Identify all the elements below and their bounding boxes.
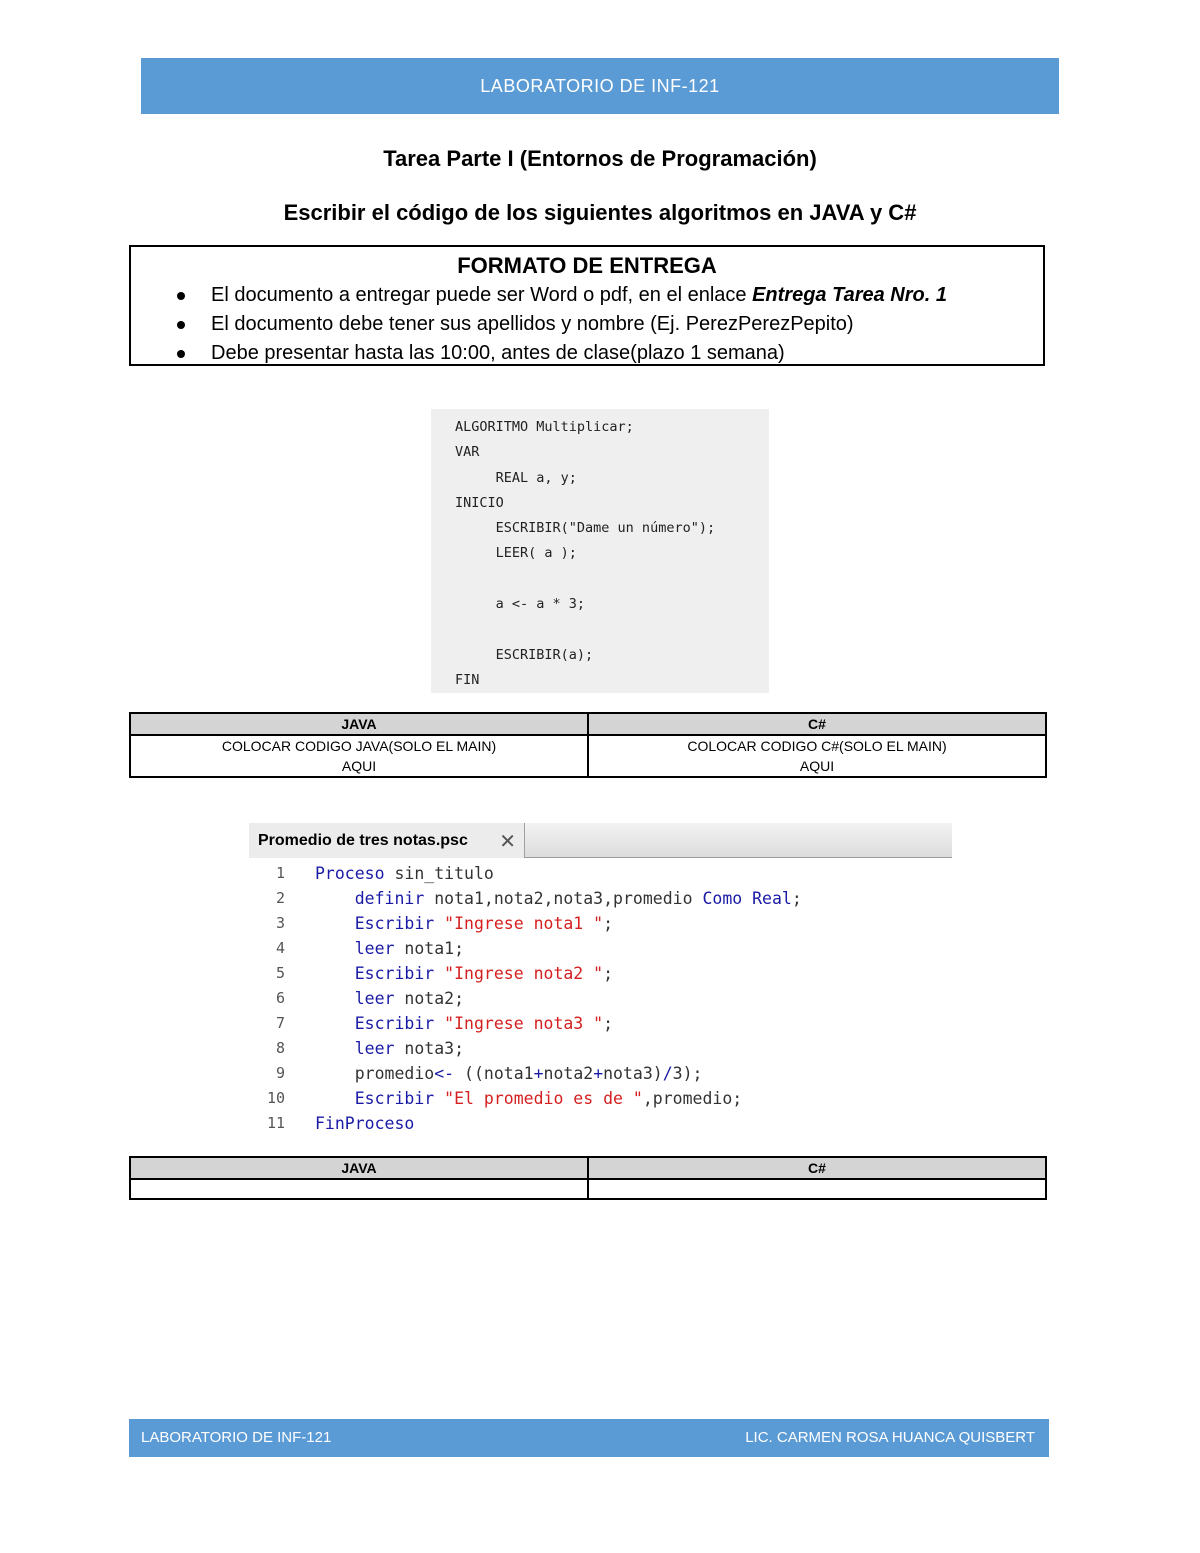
answer-table-1 (129, 712, 1047, 778)
answer-table-2-row (130, 1179, 1046, 1199)
algorithm-multiplicar-code: ALGORITMO Multiplicar; VAR REAL a, y; INICIO ESCRIBIR("Dame un número"); LEER( a ); a <- a * 3; ESCRIBIR(a); FIN (455, 419, 716, 688)
java-answer-line1: COLOCAR CODIGO JAVA(SOLO EL MAIN) (221, 738, 497, 754)
code-token: nota3) (603, 1064, 663, 1083)
code-text (315, 886, 802, 911)
delivery-format-list (131, 281, 1043, 368)
answer-table-2 (129, 1156, 1047, 1200)
line-number: 5 (275, 964, 285, 982)
footer-course: LABORATORIO DE INF-121 (141, 1429, 332, 1446)
code-keyword: Escribir (354, 964, 435, 983)
format-item-2 (131, 310, 1043, 339)
code-keyword: Escribir (354, 1014, 435, 1033)
line-number: 11 (266, 1114, 285, 1132)
line-number: 10 (266, 1089, 285, 1107)
format-item-3 (131, 339, 1043, 368)
code-text (315, 986, 464, 1011)
code-line (249, 861, 952, 886)
code-token: ,promedio; (642, 1089, 743, 1108)
code-keyword: leer (354, 939, 395, 958)
code-token (315, 964, 355, 983)
code-text (315, 1011, 613, 1036)
code-token: nota1,nota2,nota3,promedio (424, 889, 703, 908)
code-keyword: <- (434, 1064, 455, 1083)
line-number: 8 (275, 1039, 285, 1057)
code-token (315, 989, 355, 1008)
code-token (315, 1039, 355, 1058)
bullet-icon (177, 350, 185, 358)
assignment-subtitle: Escribir el código de los siguientes algoritmos en JAVA y C# (283, 200, 917, 225)
code-text (315, 1111, 414, 1136)
code-line (249, 936, 952, 961)
code-text (315, 1036, 464, 1061)
code-token: ; (791, 889, 802, 908)
format-item-1 (131, 281, 1043, 310)
code-line (249, 911, 952, 936)
csharp-column-header: C# (588, 713, 1046, 735)
csharp-answer-cell[interactable] (588, 735, 1046, 777)
code-token (315, 939, 355, 958)
editor-file-tab-title: Promedio de tres notas.psc (258, 831, 468, 849)
editor-code-area[interactable] (249, 861, 952, 1136)
code-keyword: Como Real (702, 889, 792, 908)
java-column-header: JAVA (130, 1157, 588, 1179)
code-keyword: definir (354, 889, 425, 908)
footer-instructor: LIC. CARMEN ROSA HUANCA QUISBERT (745, 1429, 1035, 1446)
code-text (315, 936, 464, 961)
line-number: 1 (275, 864, 285, 882)
java-column-header: JAVA (130, 713, 588, 735)
code-token (434, 1014, 444, 1033)
code-text (315, 1061, 702, 1086)
answer-table-1-row (130, 735, 1046, 777)
format-item-1-text: El documento a entregar puede ser Word o pdf, en el enlace (211, 284, 753, 306)
code-line (249, 1111, 952, 1136)
csharp-answer-line2: AQUI (799, 758, 835, 774)
code-keyword: / (662, 1064, 673, 1083)
code-token (315, 889, 355, 908)
header-text: LABORATORIO DE INF-121 (480, 75, 720, 96)
code-token: promedio (315, 1064, 435, 1083)
code-keyword: + (593, 1064, 604, 1083)
line-number: 6 (275, 989, 285, 1007)
line-number: 4 (275, 939, 285, 957)
code-token: sin_titulo (384, 864, 494, 883)
algorithm-multiplicar-image (431, 409, 769, 693)
code-string: "El promedio es de " (444, 1089, 643, 1108)
code-token: nota2; (394, 989, 465, 1008)
csharp-column-header: C# (588, 1157, 1046, 1179)
format-item-2-text: El documento debe tener sus apellidos y nombre (Ej. PerezPerezPepito) (211, 313, 854, 335)
code-keyword: FinProceso (315, 1114, 415, 1133)
delivery-format-title: FORMATO DE ENTREGA (457, 253, 717, 278)
assignment-title: Tarea Parte I (Entornos de Programación) (383, 146, 817, 171)
line-number: 9 (275, 1064, 285, 1082)
code-line (249, 961, 952, 986)
java-answer-cell[interactable] (130, 1179, 588, 1199)
csharp-answer-line1: COLOCAR CODIGO C#(SOLO EL MAIN) (687, 738, 947, 754)
code-text (315, 1086, 742, 1111)
code-token: nota1; (394, 939, 465, 958)
code-token: 3); (672, 1064, 703, 1083)
csharp-answer-cell[interactable] (588, 1179, 1046, 1199)
code-token (315, 914, 355, 933)
code-line (249, 1036, 952, 1061)
code-text (315, 861, 494, 886)
code-token: ; (603, 1014, 614, 1033)
code-keyword: Escribir (354, 914, 435, 933)
editor-file-tab[interactable] (249, 823, 525, 858)
bullet-icon (177, 321, 185, 329)
bullet-icon (177, 292, 185, 300)
code-token (434, 914, 444, 933)
answer-table-1-header (130, 713, 1046, 735)
line-number: 2 (275, 889, 285, 907)
code-line (249, 886, 952, 911)
close-icon[interactable]: ✕ (499, 831, 516, 853)
code-token (434, 964, 444, 983)
format-item-1-link: Entrega Tarea Nro. 1 (752, 284, 947, 306)
code-line (249, 986, 952, 1011)
java-answer-cell[interactable] (130, 735, 588, 777)
code-line (249, 1061, 952, 1086)
answer-table-2-header (130, 1157, 1046, 1179)
code-token: nota2 (543, 1064, 594, 1083)
code-token: ((nota1 (454, 1064, 534, 1083)
code-string: "Ingrese nota2 " (444, 964, 604, 983)
line-number: 3 (275, 914, 285, 932)
code-token (315, 1014, 355, 1033)
page-header (141, 58, 1059, 114)
code-token: nota3; (394, 1039, 465, 1058)
code-token: ; (603, 914, 614, 933)
code-keyword: leer (354, 1039, 395, 1058)
code-line (249, 1011, 952, 1036)
code-token (434, 1089, 444, 1108)
delivery-format-box (129, 245, 1045, 366)
code-keyword: leer (354, 989, 395, 1008)
code-text (315, 961, 613, 986)
code-keyword: Escribir (354, 1089, 435, 1108)
code-text (315, 911, 613, 936)
line-number: 7 (275, 1014, 285, 1032)
java-answer-line2: AQUI (341, 758, 377, 774)
code-token (315, 1089, 355, 1108)
code-line (249, 1086, 952, 1111)
code-keyword: + (533, 1064, 544, 1083)
format-item-3-text: Debe presentar hasta las 10:00, antes de clase(plazo 1 semana) (211, 342, 785, 364)
code-string: "Ingrese nota3 " (444, 1014, 604, 1033)
code-keyword: Proceso (315, 864, 385, 883)
code-token: ; (603, 964, 614, 983)
code-string: "Ingrese nota1 " (444, 914, 604, 933)
page-footer (129, 1419, 1049, 1457)
pseint-editor-screenshot (249, 823, 952, 1141)
